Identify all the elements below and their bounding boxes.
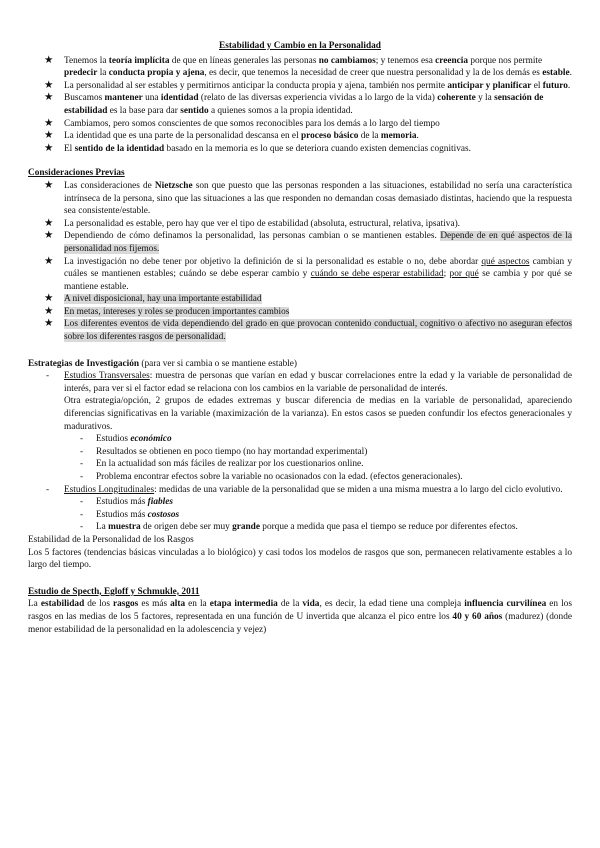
star-icon: ★ <box>44 178 54 191</box>
list-item: ★ Buscamos mantener una identidad (relato de las diversas experiencia vividas a lo largo de la vida) coherente y la sensación de estabilidad es la base para dar sentido a quienes somos a la propia identidad. <box>44 91 544 116</box>
list-item: - Problema encontrar efectos sobre la variable no ocasionados con la edad. (efectos generacionales). <box>80 472 463 482</box>
list-item: ★ El sentido de la identidad basado en la memoria es lo que se deteriora cuando existen demencias cognitivas. <box>44 141 471 154</box>
star-icon: ★ <box>44 78 54 91</box>
list-item: - Resultados se obtienen en poco tiempo (no hay mortandad experimental) <box>80 446 368 457</box>
longitudinal-studies-label: Estudios Longitudinales <box>64 484 155 495</box>
list-item: ★ Los diferentes eventos de vida dependiendo del grado en que provocan contenido conductual, cognitivo o afectivo no aseguran efectos sobre los diferentes rasgos de personalidad. <box>44 317 572 343</box>
strategies-list <box>28 370 572 534</box>
list-item: ★ En metas, intereses y roles se producen importantes cambios <box>44 304 290 317</box>
dash-bullet: - <box>80 497 84 508</box>
list-item: ★ Dependiendo de cómo definamos la personalidad, las personas cambian o se mantienen estables. Depende de en qué aspectos de la personalidad nos fijemos. <box>44 229 572 254</box>
star-icon: ★ <box>44 141 54 154</box>
list-item: ★ Las consideraciones de Nietzsche son que puesto que las personas responden a las situaciones, estabilidad no sería una característica intrínseca de la persona, sino que las situaciones a las que responden no demandan cosas demasiado distintas, haciendo que la respuesta sea consistente/estable. <box>44 178 572 217</box>
star-icon: ★ <box>44 229 54 242</box>
list-item: - La muestra de origen debe ser muy grande porque a medida que pasa el tiempo se reduce por diferentes efectos. <box>80 522 518 533</box>
star-icon: ★ <box>44 129 54 142</box>
dash-bullet: - <box>80 446 84 457</box>
transversal-studies-text: : muestra de personas que varían en edad y buscar correlaciones entre la edad y la variable de personalidad de interés, para ver si el factor edad se relaciona con los cambios en la variable de personalidad de interés. <box>64 371 572 394</box>
transversal-extra-text: Otra estrategia/opción, 2 grupos de edades extremas y buscar diferencia de medias en la variable de personalidad, apareciendo diferencias significativas en la variable (maximización de la varianza). En estos casos se pueden confundir los efectos generacionales y madurativos. <box>64 396 572 432</box>
star-icon: ★ <box>44 254 54 267</box>
intro-bullet-list <box>28 55 572 156</box>
considerations-bullet-list <box>28 180 572 344</box>
star-icon: ★ <box>44 91 54 104</box>
specht-study-text: La estabilidad de los rasgos es más alta en la etapa intermedia de la vida, es decir, la edad tiene una compleja influencia curvilínea en los rasgos en las medias de los 5 factores, representada en una función de U invertida que alcanza el pico entre los 40 y 60 años (madurez) (donde menor estabilidad de la personalidad en la adolescencia y vejez) <box>28 599 572 635</box>
star-icon: ★ <box>44 116 54 129</box>
strategies-heading: Estrategias de Investigación (para ver si cambia o se mantiene estable) <box>28 358 298 369</box>
star-icon: ★ <box>44 292 54 305</box>
stability-heading: Estabilidad de la Personalidad de los Rasgos <box>28 534 194 545</box>
longitudinal-studies-item: - Estudios Longitudinales: medidas de una variable de la personalidad que se miden a una misma muestra a lo largo del ciclo evolutivo. - Estudios más fiables - Estudios más costosos - La muestra de origen debe ser muy grande porque a medida que pasa el tiempo se reduce por diferentes efectos. <box>64 484 572 534</box>
list-item: ★ La personalidad es estable, pero hay que ver el tipo de estabilidad (absoluta, estructural, relativa, ipsativa). <box>44 216 461 229</box>
list-item: - Estudios más costosos <box>80 509 180 520</box>
document-title: Estabilidad y Cambio en la Personalidad <box>219 41 381 51</box>
stability-text: Los 5 factores (tendencias básicas vinculadas a lo biológico) y casi todos los modelos de rasgos que son, permanecen relativamente estables a lo largo del tiempo. <box>28 547 572 571</box>
star-icon: ★ <box>44 317 54 330</box>
considerations-heading: Consideraciones Previas <box>28 168 125 179</box>
star-icon: ★ <box>44 216 54 229</box>
star-icon: ★ <box>44 53 54 66</box>
star-icon: ★ <box>44 304 54 317</box>
list-item: - En la actualidad son más fáciles de realizar por los cuestionarios online. <box>80 459 364 470</box>
list-item: - Estudios más fiables <box>80 497 173 508</box>
dash-bullet: - <box>80 522 84 533</box>
longitudinal-studies-text: : medidas de una variable de la personalidad que se miden a una misma muestra a lo largo del ciclo evolutivo. <box>154 484 563 495</box>
list-item: ★ Tenemos la teoría implícita de que en líneas generales las personas no cambiamos; y tenemos esa creencia porque nos permite predecir la conducta propia y ajena, es decir, que tenemos la necesidad de creer que nuestra personalidad y la de los demás es estable. <box>44 53 572 79</box>
longitudinal-sub-list <box>64 496 572 534</box>
specht-study-heading: Estudio de Specth, Egloff y Schmukle, 2011 <box>28 586 200 597</box>
list-item: ★ La identidad que es una parte de la personalidad descansa en el proceso básico de la memoria. <box>44 129 419 142</box>
dash-bullet: - <box>80 459 84 470</box>
dash-bullet: - <box>80 434 84 445</box>
dash-bullet: - <box>80 472 84 482</box>
list-item: - Estudios económico <box>80 434 172 445</box>
transversal-studies-item: - Estudios Transversales: muestra de personas que varían en edad y buscar correlaciones entre la edad y la variable de personalidad de interés, para ver si el factor edad se relaciona con los cambios en la variable de personalidad de interés. Otra estrategia/opción, 2 grupos de edades extremas y buscar diferencia de medias en la variable de personalidad, apareciendo diferencias significativas en la variable (maximización de la varianza). En estos casos se pueden confundir los efectos generacionales y madurativos. - Estudios económico - Resultados se obtienen en poco tiempo (no hay mortandad experimental) - En la actualidad son más fáciles de realizar por los cuestionarios online. - Problema encontrar efectos sobre la variable no ocasionados con la edad. (efectos generacionales). <box>46 371 572 482</box>
list-item: ★ Cambiamos, pero somos conscientes de que somos reconocibles para los demás a lo largo del tiempo <box>44 116 440 129</box>
transversal-studies-label: Estudios Transversales <box>64 371 150 382</box>
list-item: ★ La investigación no debe tener por objetivo la definición de si la personalidad es estable o no, debe abordar qué aspectos cambian y cuáles se mantienen estables; cuándo se debe esperar cambio y cuándo se debe esperar estabilidad; por qué se cambia y por qué se mantiene estable. <box>44 254 572 292</box>
list-item: ★ La personalidad al ser estables y permitirnos anticipar la conducta propia y ajena, también nos permite anticipar y planificar el futuro. <box>44 78 571 91</box>
dash-bullet: - <box>80 509 84 520</box>
list-item: ★ A nivel disposicional, hay una importante estabilidad <box>44 292 262 305</box>
transversal-sub-list <box>64 433 572 483</box>
